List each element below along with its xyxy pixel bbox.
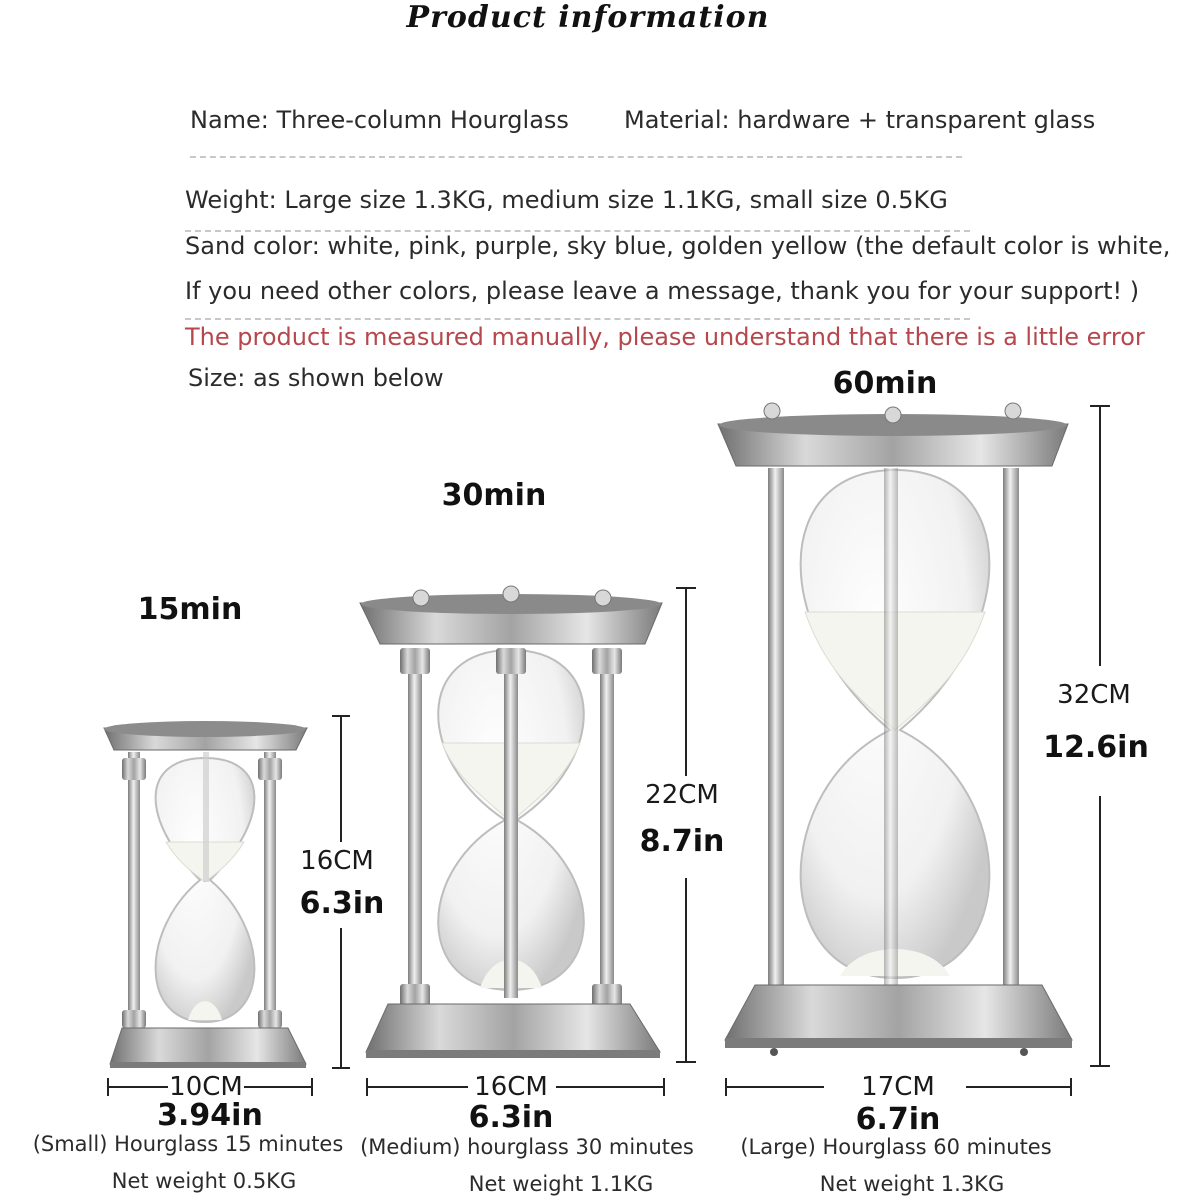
medium-width-cm: 16CM xyxy=(474,1072,548,1102)
sand-color-line-2: If you need other colors, please leave a message, thank you for your support! ) xyxy=(185,277,1140,305)
medium-caption: (Medium) hourglass 30 minutes xyxy=(360,1135,694,1159)
small-width-cm: 10CM xyxy=(169,1072,243,1102)
small-hourglass xyxy=(104,721,307,1068)
size-note: Size: as shown below xyxy=(188,364,444,392)
page-title: Product information xyxy=(406,0,770,35)
medium-net-weight: Net weight 1.1KG xyxy=(468,1172,654,1196)
sand-color-line-1: Sand color: white, pink, purple, sky blue, golden yellow (the default color is white, xyxy=(185,232,1171,260)
medium-height-cm: 22CM xyxy=(645,780,719,810)
product-material: Material: hardware + transparent glass xyxy=(624,106,1096,134)
medium-height-in: 8.7in xyxy=(639,824,725,859)
large-caption: (Large) Hourglass 60 minutes xyxy=(740,1135,1052,1159)
measurement-notice: The product is measured manually, please understand that there is a little error xyxy=(185,323,1145,351)
small-width-in: 3.94in xyxy=(157,1098,263,1133)
medium-hourglass xyxy=(360,586,662,1058)
large-hourglass xyxy=(718,403,1072,1056)
small-time-label: 15min xyxy=(137,592,243,627)
small-height-in: 6.3in xyxy=(299,886,385,921)
large-width-cm: 17CM xyxy=(861,1072,935,1102)
product-name: Name: Three-column Hourglass xyxy=(190,106,569,134)
large-height-cm: 32CM xyxy=(1057,680,1131,710)
large-time-label: 60min xyxy=(832,366,938,401)
small-net-weight: Net weight 0.5KG xyxy=(111,1169,297,1193)
small-height-cm: 16CM xyxy=(300,846,374,876)
medium-time-label: 30min xyxy=(441,478,547,513)
large-height-in: 12.6in xyxy=(1043,730,1149,765)
product-weight: Weight: Large size 1.3KG, medium size 1.1KG, small size 0.5KG xyxy=(185,186,948,214)
medium-width-in: 6.3in xyxy=(468,1100,554,1135)
small-caption: (Small) Hourglass 15 minutes xyxy=(32,1132,344,1156)
large-width-in: 6.7in xyxy=(855,1102,941,1137)
large-net-weight: Net weight 1.3KG xyxy=(819,1172,1005,1196)
